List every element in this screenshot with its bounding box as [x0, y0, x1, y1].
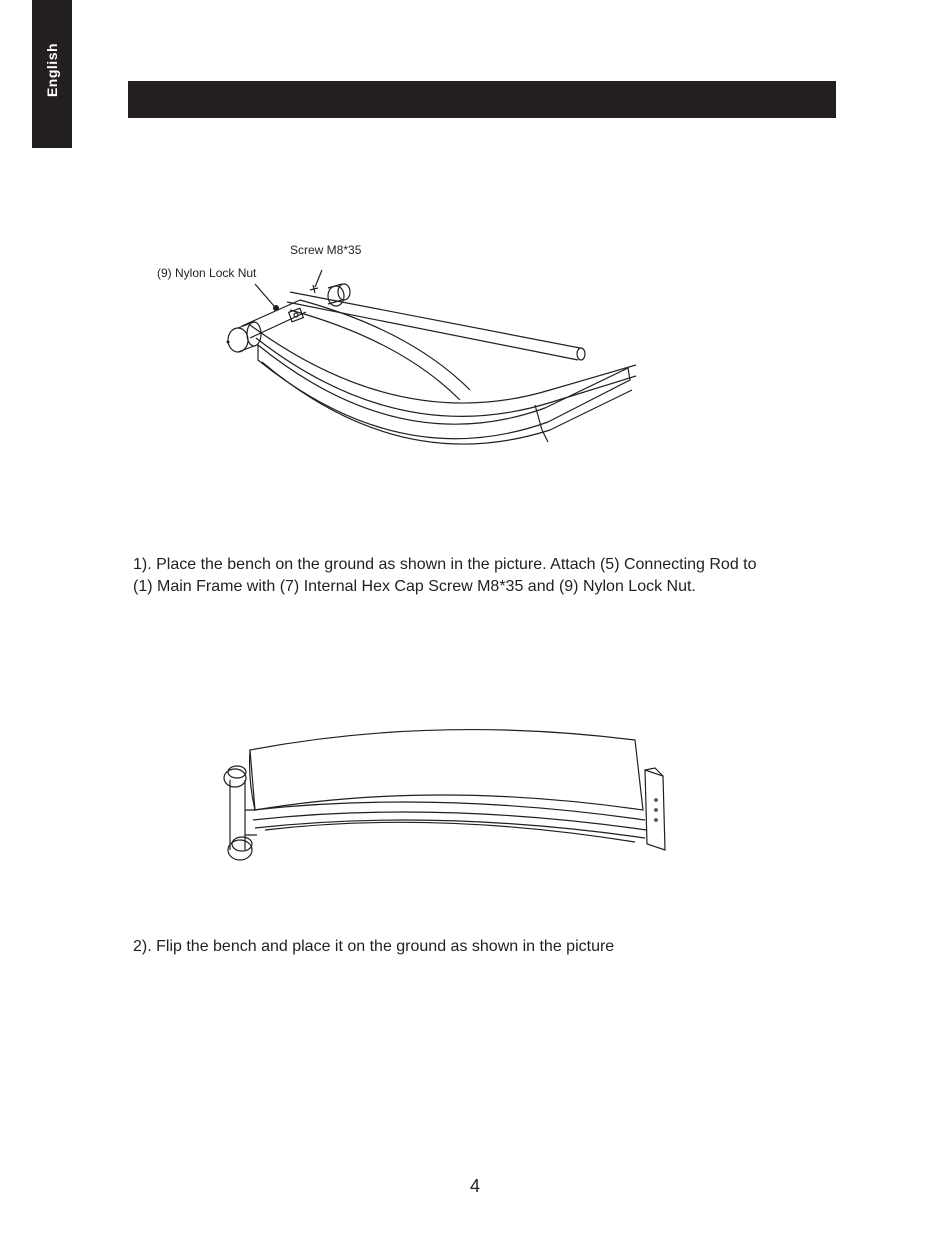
- step-2-line-1: 2). Flip the bench and place it on the ground as shown in the picture: [133, 938, 615, 955]
- page-number: 4: [469, 1176, 480, 1196]
- step-1-line-2: (1) Main Frame with (7) Internal Hex Cap Screw M8*35 and (9) Nylon Lock Nut.: [133, 578, 696, 595]
- section-header-bar: [128, 81, 836, 118]
- step-1-line-1: 1). Place the bench on the ground as shown in the picture. Attach (5) Connecting Rod to: [133, 556, 757, 573]
- language-tab-label: English: [44, 42, 60, 98]
- language-tab: [32, 0, 72, 148]
- bench-assembly-illustration-2: [215, 710, 675, 870]
- callout-nut-label: (9) Nylon Lock Nut: [157, 266, 257, 280]
- step-1-instructions: [133, 554, 853, 598]
- step-2-instructions: [133, 936, 853, 958]
- figure-step-2: [215, 710, 675, 870]
- callout-screw-label: Screw M8*35: [290, 243, 362, 257]
